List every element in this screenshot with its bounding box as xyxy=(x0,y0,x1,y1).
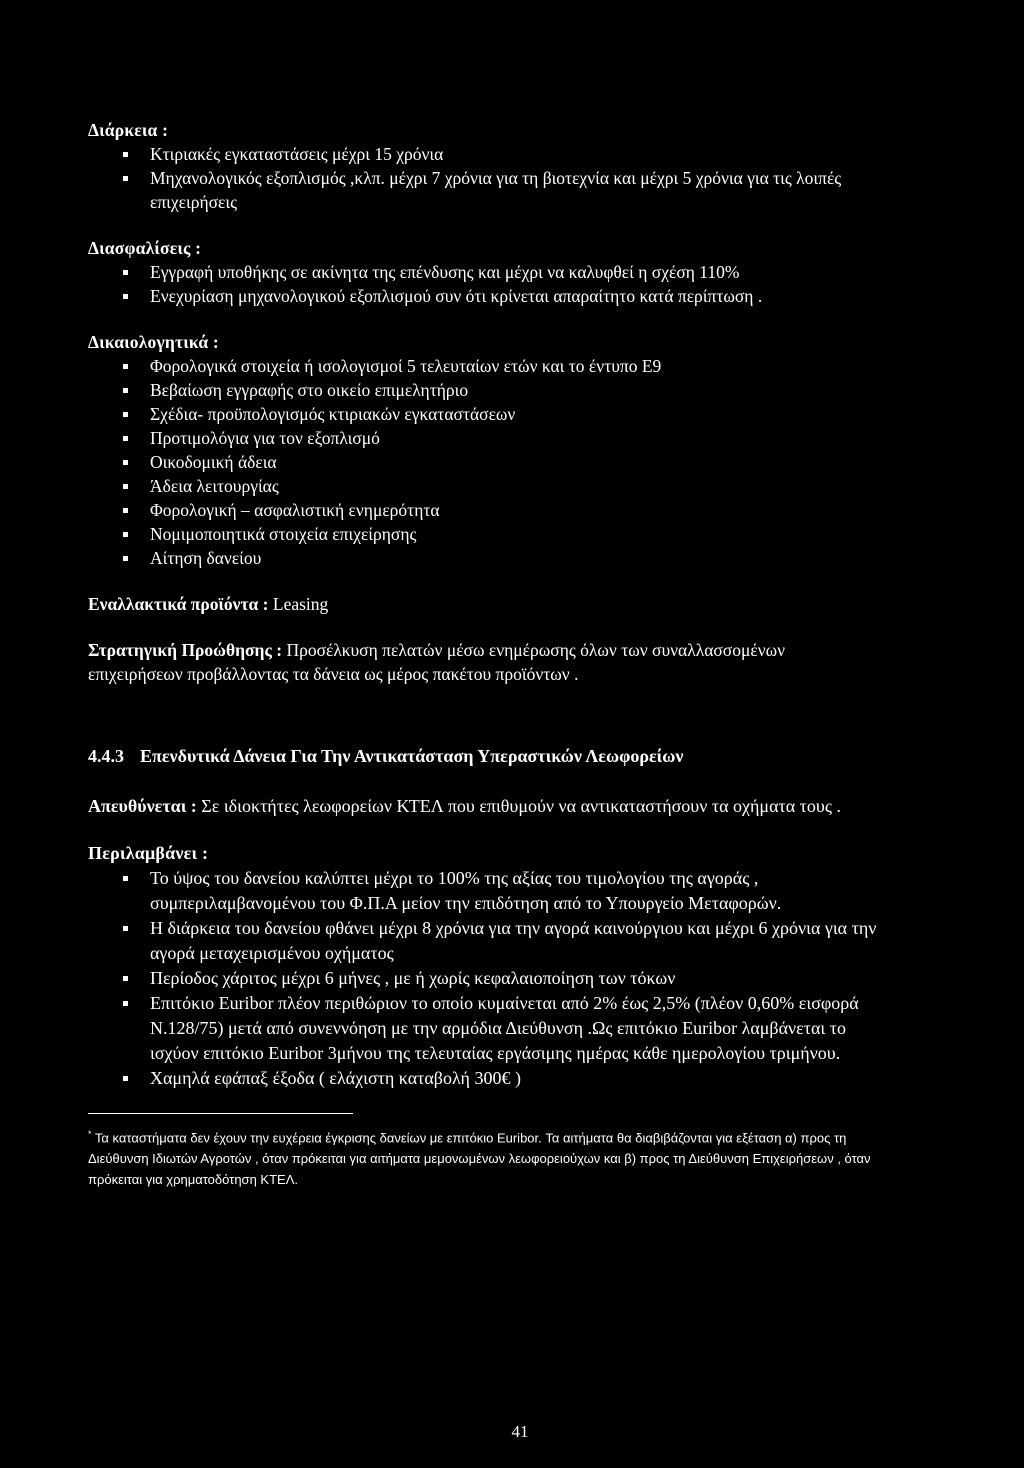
list-item: Το ύψος του δανείου καλύπτει μέχρι το 100% της αξίας του τιμολογίου της αγοράς , συμπεριλαμβανομένου του Φ.Π.Α μείον την επιδότηση από το Υπουργείο Μεταφορών. xyxy=(88,866,878,916)
addressed-label: Απευθύνεται : xyxy=(88,796,197,816)
list-item: Περίοδος χάριτος μέχρι 6 μήνες , με ή χωρίς κεφαλαιοποίηση των τόκων xyxy=(88,966,878,991)
insurance-list xyxy=(88,260,878,308)
list-item: Σχέδια- προϋπολογισμός κτιριακών εγκαταστάσεων xyxy=(88,402,878,426)
list-item: Χαμηλά εφάπαξ έξοδα ( ελάχιστη καταβολή 300€ ) xyxy=(88,1066,878,1091)
list-item: Βεβαίωση εγγραφής στο οικείο επιμελητήριο xyxy=(88,378,878,402)
includes-list xyxy=(88,866,878,1091)
documents-heading: Δικαιολογητικά : xyxy=(88,332,219,352)
documents-list xyxy=(88,354,878,570)
list-item: Κτιριακές εγκαταστάσεις μέχρι 15 χρόνια xyxy=(88,142,878,166)
includes-heading: Περιλαμβάνει : xyxy=(88,843,209,863)
duration-section xyxy=(88,118,878,214)
alternatives-text: Leasing xyxy=(268,594,329,614)
alternatives-paragraph xyxy=(88,592,878,616)
section-title: Επενδυτικά Δάνεια Για Την Αντικατάσταση Υπεραστικών Λεωφορείων xyxy=(140,746,684,766)
list-item: Προτιμολόγια για τον εξοπλισμό xyxy=(88,426,878,450)
strategy-text: Προσέλκυση πελατών μέσω ενημέρωσης όλων των συναλλασσομένων επιχειρήσεων προβάλλοντας τα δάνεια ως μέρος πακέτου προϊόντων . xyxy=(88,640,786,684)
footnote xyxy=(88,1124,878,1190)
list-item: Ενεχυρίαση μηχανολογικού εξοπλισμού συν ότι κρίνεται απαραίτητο κατά περίπτωση . xyxy=(88,284,878,308)
addressed-text: Σε ιδιοκτήτες λεωφορείων ΚΤΕΛ που επιθυμούν να αντικαταστήσουν τα οχήματα τους . xyxy=(196,796,841,816)
list-item: Άδεια λειτουργίας xyxy=(88,474,878,498)
footnote-divider xyxy=(88,1113,353,1114)
alternatives-label: Εναλλακτικά προϊόντα : xyxy=(88,594,269,614)
page-number: 41 xyxy=(511,1422,529,1441)
duration-list xyxy=(88,142,878,214)
footnote-mark: * xyxy=(88,1129,92,1139)
list-item: Φορολογικά στοιχεία ή ισολογισμοί 5 τελευταίων ετών και το έντυπο Ε9 xyxy=(88,354,878,378)
section-number: 4.4.3 xyxy=(88,746,124,766)
duration-heading: Διάρκεια : xyxy=(88,120,169,140)
insurance-section xyxy=(88,236,878,308)
list-item: Φορολογική – ασφαλιστική ενημερότητα xyxy=(88,498,878,522)
list-item: Εγγραφή υποθήκης σε ακίνητα της επένδυσης και μέχρι να καλυφθεί η σχέση 110% xyxy=(88,260,878,284)
documents-section xyxy=(88,330,878,570)
section-heading xyxy=(88,744,878,768)
list-item: Μηχανολογικός εξοπλισμός ,κλπ. μέχρι 7 χρόνια για τη βιοτεχνία και μέχρι 5 χρόνια για τις λοιπές επιχειρήσεις xyxy=(88,166,878,214)
list-item: Οικοδομική άδεια xyxy=(88,450,878,474)
includes-section xyxy=(88,841,878,1091)
strategy-paragraph xyxy=(88,638,878,686)
list-item: Νομιμοποιητικά στοιχεία επιχείρησης xyxy=(88,522,878,546)
list-item: Επιτόκιο Euribor πλέον περιθώριον το οποίο κυμαίνεται από 2% έως 2,5% (πλέον 0,60% εισφορά Ν.128/75) μετά από συνεννόηση με την αρμόδια Διεύθυνση .Ως επιτόκιο Euribor λαμβάνεται το ισχύον επιτόκιο Euribor 3μήνου της τελευταίας εργάσιμης ημέρας κάθε ημερολογίου τριμήνου. xyxy=(88,991,878,1066)
strategy-label: Στρατηγική Προώθησης : xyxy=(88,640,283,660)
list-item: Αίτηση δανείου xyxy=(88,546,878,570)
insurance-heading: Διασφαλίσεις : xyxy=(88,238,202,258)
list-item: Η διάρκεια του δανείου φθάνει μέχρι 8 χρόνια για την αγορά καινούργιου και μέχρι 6 χρόνια για την αγορά μεταχειρισμένου οχήματος xyxy=(88,916,878,966)
addressed-paragraph xyxy=(88,794,878,819)
document-page xyxy=(88,118,878,1190)
footnote-text: Τα καταστήματα δεν έχουν την ευχέρεια έγκρισης δανείων με επιτόκιο Euribor. Τα αιτήματα θα διαβιβάζονται για εξέταση α) προς τη Διεύθυνση Ιδιωτών Αγροτών , όταν πρόκειται για αιτήματα μεμονωμένων λεωφορειούχων και β) προς τη Διεύθυνση Επιχειρήσεων , όταν πρόκειται για χρηματοδότηση ΚΤΕΛ. xyxy=(88,1130,871,1188)
